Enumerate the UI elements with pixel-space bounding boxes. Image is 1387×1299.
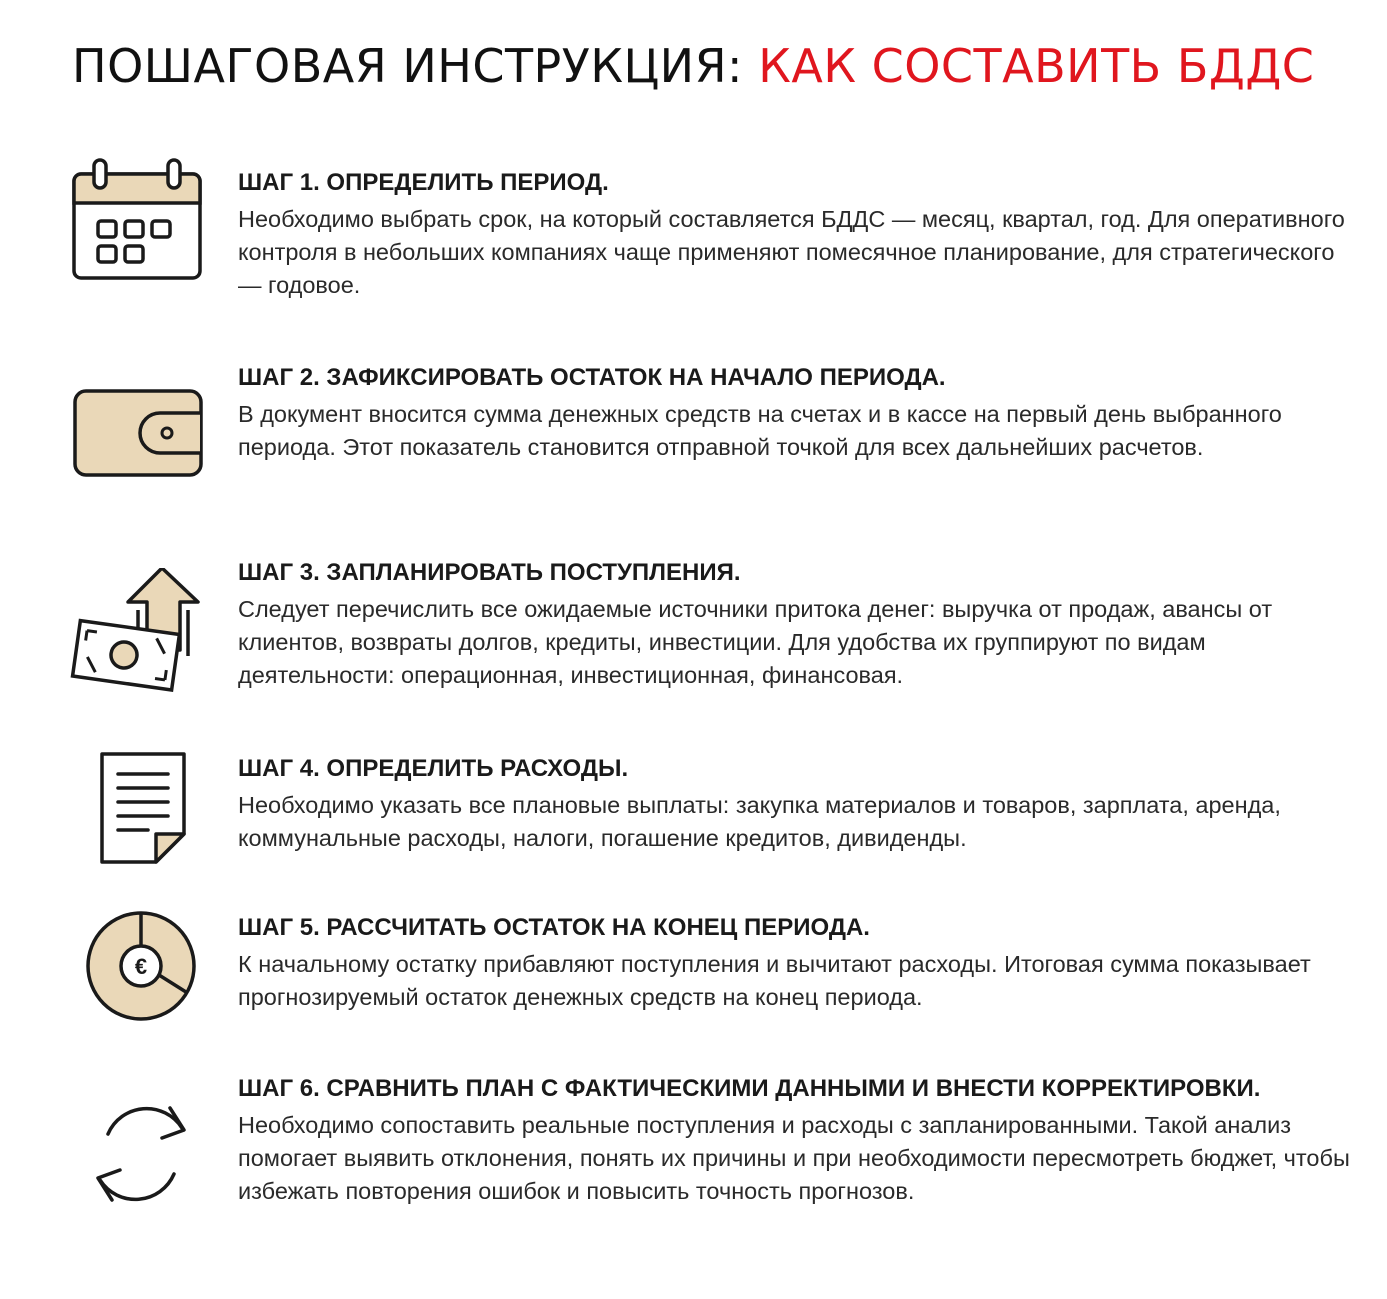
step-description: Необходимо указать все плановые выплаты: закупка материалов и товаров, зарплата, аренда, коммунальные расходы, налоги, погашение кредитов, дивиденды.	[238, 792, 1281, 851]
title-main: ПОШАГОВАЯ ИНСТРУКЦИЯ:	[72, 39, 759, 93]
calendar-icon	[64, 158, 214, 298]
step-description: Следует перечислить все ожидаемые источники притока денег: выручка от продаж, авансы от клиентов, возвраты долгов, кредиты, инвестиции. Для удобства их группируют по видам деятельности: операционная, инвестиционная, финансовая.	[238, 596, 1273, 688]
step-description: В документ вносится сумма денежных средств на счетах и в кассе на первый день выбранного периода. Этот показатель становится отправной точкой для всех дальнейших расчетов.	[238, 401, 1282, 460]
step-title: ШАГ 3. ЗАПЛАНИРОВАТЬ ПОСТУПЛЕНИЯ.	[238, 559, 741, 586]
refresh-icon	[64, 1096, 214, 1236]
svg-text:€: €	[134, 954, 148, 979]
step-5-text	[238, 913, 1358, 1014]
page-title	[72, 40, 1314, 93]
step-title: ШАГ 5. РАССЧИТАТЬ ОСТАТОК НА КОНЕЦ ПЕРИОДА.	[238, 914, 870, 941]
step-2-text	[238, 363, 1358, 464]
step-description: К начальному остатку прибавляют поступления и вычитают расходы. Итоговая сумма показывает прогнозируемый остаток денежных средств на конец периода.	[238, 951, 1311, 1010]
step-6-text	[238, 1074, 1358, 1208]
step-description: Необходимо выбрать срок, на который составляется БДДС — месяц, квартал, год. Для оперативного контроля в небольших компаниях чаще применяют помесячное планирование, для стратегического — годовое.	[238, 206, 1345, 298]
document-icon	[64, 750, 214, 890]
money-arrow-up-icon	[64, 568, 214, 708]
step-3-text	[238, 558, 1358, 692]
wallet-icon	[64, 371, 214, 511]
title-accent: КАК СОСТАВИТЬ БДДС	[758, 39, 1315, 93]
step-title: ШАГ 2. ЗАФИКСИРОВАТЬ ОСТАТОК НА НАЧАЛО ПЕРИОДА.	[238, 364, 946, 391]
step-title: ШАГ 1. ОПРЕДЕЛИТЬ ПЕРИОД.	[238, 169, 609, 196]
step-title: ШАГ 6. СРАВНИТЬ ПЛАН С ФАКТИЧЕСКИМИ ДАННЫМИ И ВНЕСТИ КОРРЕКТИРОВКИ.	[238, 1075, 1261, 1102]
step-description: Необходимо сопоставить реальные поступления и расходы с запланированными. Такой анализ помогает выявить отклонения, понять их причины и при необходимости пересмотреть бюджет, чтобы избежать повторения ошибок и повысить точность прогнозов.	[238, 1112, 1350, 1204]
step-title: ШАГ 4. ОПРЕДЕЛИТЬ РАСХОДЫ.	[238, 755, 629, 782]
step-1-text	[238, 168, 1358, 302]
euro-pie-chart-icon	[64, 909, 214, 1049]
step-4-text	[238, 754, 1358, 855]
